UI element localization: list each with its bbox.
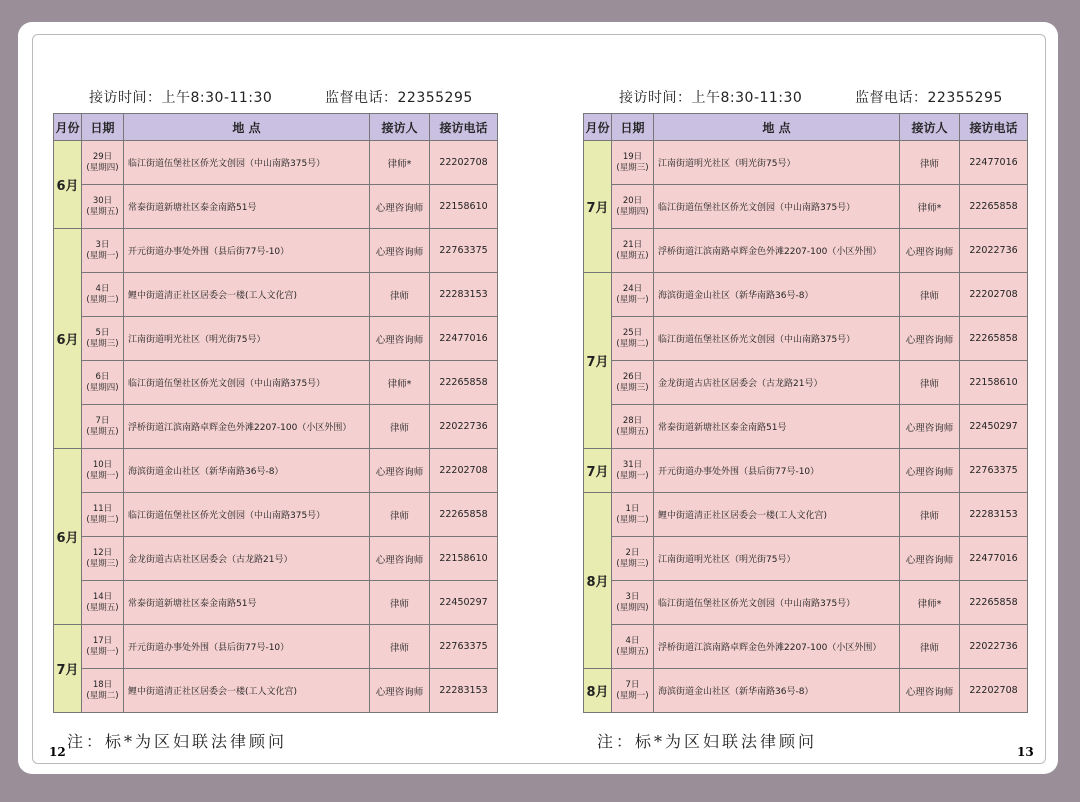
person-cell: 心理咨询师 <box>370 185 430 229</box>
col-person: 接访人 <box>370 114 430 141</box>
table-row <box>584 185 1028 229</box>
location-cell: 临江街道伍堡社区侨光文创园（中山南路375号） <box>124 141 370 185</box>
location-cell: 海滨街道金山社区（新华南路36号-8） <box>654 669 900 713</box>
date-weekday: (星期五) <box>616 250 649 261</box>
phone-cell: 22283153 <box>430 273 498 317</box>
date-weekday: (星期三) <box>616 558 649 569</box>
date-cell <box>612 669 654 713</box>
month-cell: 8月 <box>584 669 612 713</box>
date-weekday: (星期四) <box>616 206 649 217</box>
location-cell: 临江街道伍堡社区侨光文创园（中山南路375号） <box>654 581 900 625</box>
person-cell: 心理咨询师 <box>900 229 960 273</box>
date-day: 26日 <box>622 371 643 382</box>
person-cell: 律师 <box>900 273 960 317</box>
person-cell: 心理咨询师 <box>900 405 960 449</box>
table-row <box>584 537 1028 581</box>
table-row <box>54 405 498 449</box>
phone-cell: 22763375 <box>430 229 498 273</box>
date-cell <box>612 229 654 273</box>
table-row <box>584 317 1028 361</box>
table-row <box>584 581 1028 625</box>
phone-cell: 22022736 <box>430 405 498 449</box>
date-weekday: (星期五) <box>616 426 649 437</box>
location-cell: 开元街道办事处外围（县后街77号-10） <box>654 449 900 493</box>
date-day: 20日 <box>622 195 643 206</box>
table-row <box>584 141 1028 185</box>
person-cell: 心理咨询师 <box>900 317 960 361</box>
phone-cell: 22202708 <box>960 273 1028 317</box>
col-month: 月份 <box>584 114 612 141</box>
date-day: 24日 <box>622 283 643 294</box>
phone-cell: 22450297 <box>430 581 498 625</box>
month-cell: 6月 <box>54 229 82 449</box>
location-cell: 常泰街道新塘社区泰金南路51号 <box>124 581 370 625</box>
date-day: 25日 <box>622 327 643 338</box>
date-day: 30日 <box>92 195 113 206</box>
month-cell: 7月 <box>584 141 612 273</box>
month-cell: 7月 <box>54 625 82 713</box>
table-header-row <box>584 114 1028 141</box>
phone-cell: 22265858 <box>430 493 498 537</box>
date-day: 3日 <box>625 591 640 602</box>
date-weekday: (星期二) <box>616 514 649 525</box>
date-weekday: (星期二) <box>86 294 119 305</box>
date-day: 17日 <box>92 635 113 646</box>
date-cell <box>82 449 124 493</box>
date-weekday: (星期五) <box>616 646 649 657</box>
date-weekday: (星期五) <box>86 426 119 437</box>
date-day: 5日 <box>95 327 110 338</box>
date-day: 7日 <box>95 415 110 426</box>
location-cell: 浮桥街道江滨南路卓辉金色外滩2207-100（小区外围） <box>654 229 900 273</box>
date-cell <box>612 625 654 669</box>
date-cell <box>612 493 654 537</box>
date-day: 7日 <box>625 679 640 690</box>
date-day: 1日 <box>625 503 640 514</box>
date-cell <box>82 625 124 669</box>
page-frame <box>32 34 1046 764</box>
date-day: 21日 <box>622 239 643 250</box>
table-row <box>584 229 1028 273</box>
person-cell: 律师 <box>900 361 960 405</box>
person-cell: 律师 <box>900 141 960 185</box>
phone-cell: 22477016 <box>960 141 1028 185</box>
phone-cell: 22450297 <box>960 405 1028 449</box>
table-row <box>584 449 1028 493</box>
date-weekday: (星期一) <box>616 690 649 701</box>
date-day: 10日 <box>92 459 113 470</box>
person-cell: 律师 <box>900 493 960 537</box>
person-cell: 心理咨询师 <box>370 229 430 273</box>
date-weekday: (星期三) <box>616 382 649 393</box>
location-cell: 临江街道伍堡社区侨光文创园（中山南路375号） <box>124 361 370 405</box>
date-day: 14日 <box>92 591 113 602</box>
date-weekday: (星期三) <box>86 338 119 349</box>
date-weekday: (星期二) <box>86 690 119 701</box>
date-weekday: (星期三) <box>616 162 649 173</box>
col-location: 地 点 <box>124 114 370 141</box>
date-day: 19日 <box>622 151 643 162</box>
date-cell <box>82 405 124 449</box>
reception-time: 接访时间：上午8:30-11:30 <box>619 90 803 106</box>
person-cell: 律师* <box>900 185 960 229</box>
table-row <box>54 273 498 317</box>
phone-cell: 22265858 <box>430 361 498 405</box>
date-day: 11日 <box>92 503 113 514</box>
table-row <box>54 361 498 405</box>
location-cell: 金龙街道古店社区居委会（古龙路21号） <box>654 361 900 405</box>
date-cell <box>82 669 124 713</box>
location-cell: 浮桥街道江滨南路卓辉金色外滩2207-100（小区外围） <box>124 405 370 449</box>
date-weekday: (星期三) <box>86 558 119 569</box>
month-cell: 6月 <box>54 449 82 625</box>
left-page <box>49 35 533 763</box>
person-cell: 律师 <box>370 273 430 317</box>
schedule-table-right <box>583 113 1028 713</box>
date-weekday: (星期一) <box>86 470 119 481</box>
date-day: 4日 <box>625 635 640 646</box>
date-cell <box>82 493 124 537</box>
right-page <box>583 35 1063 763</box>
phone-cell: 22202708 <box>960 669 1028 713</box>
person-cell: 律师 <box>370 625 430 669</box>
date-weekday: (星期二) <box>86 514 119 525</box>
date-day: 2日 <box>625 547 640 558</box>
location-cell: 江南街道明光社区（明光街75号） <box>654 141 900 185</box>
date-cell <box>82 185 124 229</box>
col-person: 接访人 <box>900 114 960 141</box>
date-cell <box>612 273 654 317</box>
phone-cell: 22265858 <box>960 185 1028 229</box>
col-phone: 接访电话 <box>430 114 498 141</box>
phone-cell: 22158610 <box>430 185 498 229</box>
location-cell: 金龙街道古店社区居委会（古龙路21号） <box>124 537 370 581</box>
table-row <box>54 185 498 229</box>
date-cell <box>612 185 654 229</box>
person-cell: 律师* <box>900 581 960 625</box>
date-cell <box>612 317 654 361</box>
date-weekday: (星期五) <box>86 602 119 613</box>
person-cell: 律师* <box>370 361 430 405</box>
table-row <box>54 537 498 581</box>
footnote: 注：标*为区妇联法律顾问 <box>67 732 288 751</box>
table-row <box>54 581 498 625</box>
phone-cell: 22202708 <box>430 141 498 185</box>
person-cell: 心理咨询师 <box>900 669 960 713</box>
date-day: 3日 <box>95 239 110 250</box>
table-body <box>54 141 498 713</box>
month-cell: 7月 <box>584 273 612 449</box>
date-weekday: (星期五) <box>86 206 119 217</box>
location-cell: 临江街道伍堡社区侨光文创园（中山南路375号） <box>124 493 370 537</box>
page-number: 12 <box>49 745 66 759</box>
table-row <box>54 141 498 185</box>
location-cell: 临江街道伍堡社区侨光文创园（中山南路375号） <box>654 317 900 361</box>
date-day: 18日 <box>92 679 113 690</box>
date-cell <box>82 273 124 317</box>
phone-cell: 22158610 <box>430 537 498 581</box>
table-row <box>584 493 1028 537</box>
person-cell: 心理咨询师 <box>370 449 430 493</box>
date-cell <box>82 141 124 185</box>
phone-cell: 22158610 <box>960 361 1028 405</box>
date-weekday: (星期四) <box>86 382 119 393</box>
date-weekday: (星期一) <box>86 250 119 261</box>
person-cell: 律师* <box>370 141 430 185</box>
location-cell: 开元街道办事处外围（县后街77号-10） <box>124 229 370 273</box>
phone-cell: 22763375 <box>960 449 1028 493</box>
month-cell: 6月 <box>54 141 82 229</box>
date-cell <box>82 581 124 625</box>
date-weekday: (星期四) <box>616 602 649 613</box>
location-cell: 开元街道办事处外围（县后街77号-10） <box>124 625 370 669</box>
month-cell: 7月 <box>584 449 612 493</box>
date-cell <box>612 405 654 449</box>
month-cell: 8月 <box>584 493 612 669</box>
date-cell <box>612 361 654 405</box>
phone-cell: 22265858 <box>960 581 1028 625</box>
table-row <box>584 273 1028 317</box>
phone-cell: 22477016 <box>430 317 498 361</box>
col-phone: 接访电话 <box>960 114 1028 141</box>
location-cell: 江南街道明光社区（明光街75号） <box>124 317 370 361</box>
location-cell: 临江街道伍堡社区侨光文创园（中山南路375号） <box>654 185 900 229</box>
date-day: 29日 <box>92 151 113 162</box>
location-cell: 鲤中街道清正社区居委会一楼(工人文化宫) <box>124 273 370 317</box>
date-cell <box>82 537 124 581</box>
person-cell: 律师 <box>370 493 430 537</box>
date-cell <box>82 229 124 273</box>
person-cell: 心理咨询师 <box>900 537 960 581</box>
table-header-row <box>54 114 498 141</box>
date-cell <box>612 581 654 625</box>
schedule-table-left <box>53 113 498 713</box>
date-day: 28日 <box>622 415 643 426</box>
person-cell: 心理咨询师 <box>370 669 430 713</box>
person-cell: 律师 <box>900 625 960 669</box>
table-row <box>54 229 498 273</box>
date-weekday: (星期二) <box>616 338 649 349</box>
date-cell <box>612 537 654 581</box>
col-date: 日期 <box>612 114 654 141</box>
location-cell: 常泰街道新塘社区泰金南路51号 <box>654 405 900 449</box>
date-day: 6日 <box>95 371 110 382</box>
date-day: 4日 <box>95 283 110 294</box>
person-cell: 律师 <box>370 405 430 449</box>
date-weekday: (星期一) <box>616 294 649 305</box>
person-cell: 心理咨询师 <box>370 317 430 361</box>
footnote: 注：标*为区妇联法律顾问 <box>597 732 818 751</box>
phone-cell: 22283153 <box>430 669 498 713</box>
location-cell: 鲤中街道清正社区居委会一楼(工人文化宫) <box>124 669 370 713</box>
table-row <box>54 493 498 537</box>
table-row <box>54 449 498 493</box>
date-weekday: (星期四) <box>86 162 119 173</box>
supervision-phone: 监督电话：22355295 <box>855 90 1003 106</box>
person-cell: 心理咨询师 <box>900 449 960 493</box>
date-cell <box>612 449 654 493</box>
table-row <box>54 669 498 713</box>
person-cell: 律师 <box>370 581 430 625</box>
location-cell: 常泰街道新塘社区泰金南路51号 <box>124 185 370 229</box>
phone-cell: 22022736 <box>960 229 1028 273</box>
date-weekday: (星期一) <box>86 646 119 657</box>
table-row <box>54 317 498 361</box>
date-cell <box>82 317 124 361</box>
date-day: 12日 <box>92 547 113 558</box>
person-cell: 心理咨询师 <box>370 537 430 581</box>
table-row <box>54 625 498 669</box>
page-number: 13 <box>1017 745 1034 759</box>
phone-cell: 22763375 <box>430 625 498 669</box>
phone-cell: 22022736 <box>960 625 1028 669</box>
table-row <box>584 405 1028 449</box>
location-cell: 海滨街道金山社区（新华南路36号-8） <box>124 449 370 493</box>
location-cell: 浮桥街道江滨南路卓辉金色外滩2207-100（小区外围） <box>654 625 900 669</box>
reception-time: 接访时间：上午8:30-11:30 <box>89 90 273 106</box>
col-date: 日期 <box>82 114 124 141</box>
phone-cell: 22283153 <box>960 493 1028 537</box>
table-body <box>584 141 1028 713</box>
location-cell: 海滨街道金山社区（新华南路36号-8） <box>654 273 900 317</box>
location-cell: 江南街道明光社区（明光街75号） <box>654 537 900 581</box>
col-month: 月份 <box>54 114 82 141</box>
col-location: 地 点 <box>654 114 900 141</box>
date-weekday: (星期一) <box>616 470 649 481</box>
supervision-phone: 监督电话：22355295 <box>325 90 473 106</box>
location-cell: 鲤中街道清正社区居委会一楼(工人文化宫) <box>654 493 900 537</box>
table-row <box>584 625 1028 669</box>
date-day: 31日 <box>622 459 643 470</box>
booklet-spread <box>18 22 1058 774</box>
table-row <box>584 669 1028 713</box>
phone-cell: 22477016 <box>960 537 1028 581</box>
date-cell <box>82 361 124 405</box>
phone-cell: 22265858 <box>960 317 1028 361</box>
table-row <box>584 361 1028 405</box>
date-cell <box>612 141 654 185</box>
phone-cell: 22202708 <box>430 449 498 493</box>
